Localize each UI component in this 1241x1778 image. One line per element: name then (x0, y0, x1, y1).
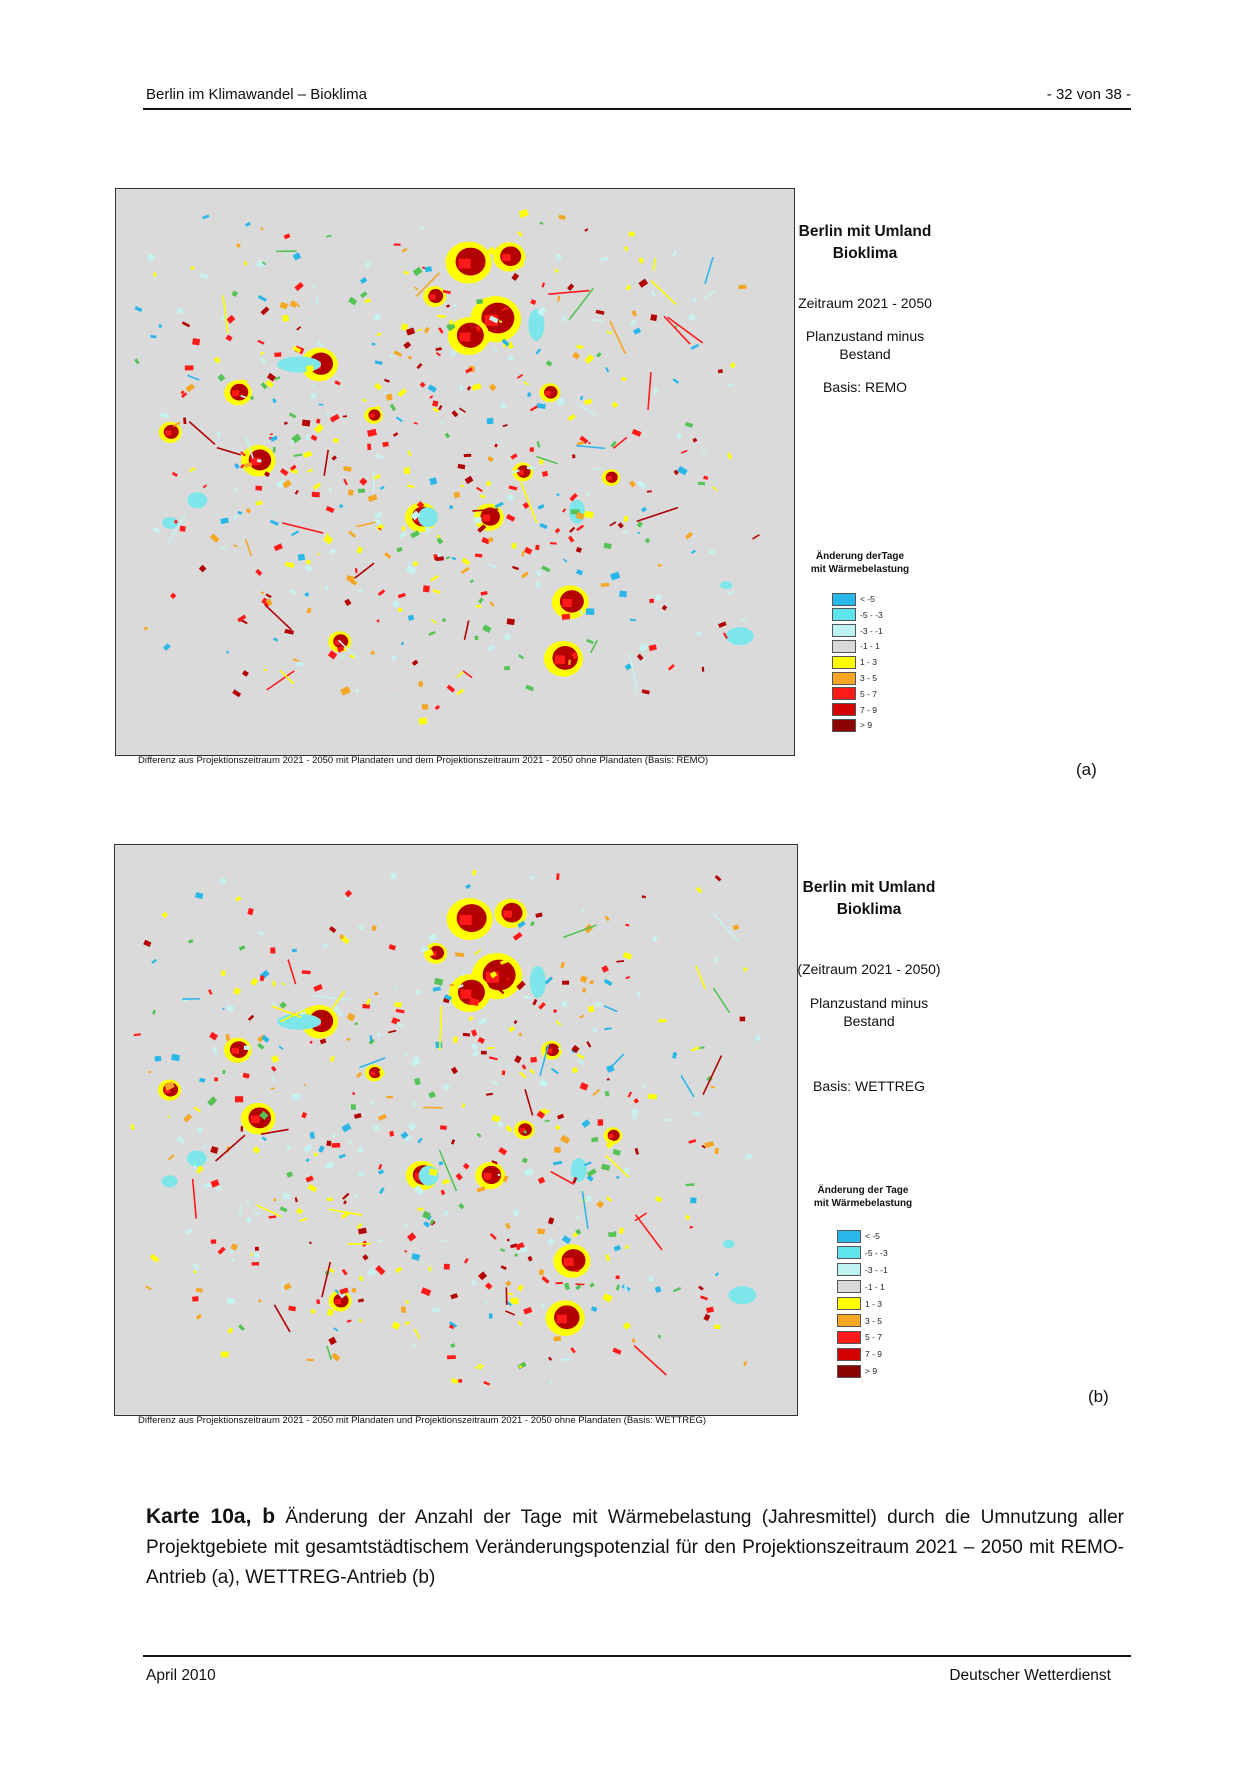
map-patch (649, 599, 654, 603)
map-patch (386, 1096, 393, 1098)
map-patch (227, 1298, 235, 1305)
map-patch (451, 350, 456, 355)
map-patch (726, 627, 754, 645)
map-patch (607, 476, 612, 480)
panel-a-tag: (a) (1076, 760, 1097, 779)
map-patch (382, 442, 389, 447)
map-patch (348, 489, 353, 495)
map-description-text: Änderung der Anzahl der Tage mit Wärmebelastung (Jahresmittel) durch die Umnutzung aller Projektgebiete mit gesamtstädtischem Veränderungspotenzial für den Projektionszeitraum 2021 – 2050 mit REMO-Antrieb (a), WETTREG-Antrieb (b) (146, 1507, 1125, 1588)
map-patch (459, 259, 471, 269)
map-patch (720, 581, 732, 589)
map-patch (537, 1228, 545, 1234)
map-a-title-1: Berlin mit Umland (798, 223, 932, 240)
map-patch (177, 308, 183, 314)
map-patch (588, 320, 603, 321)
map-b-scenario-1: Planzustand minus (809, 995, 929, 1011)
map-patch (232, 390, 239, 396)
legend-label: -1 - 1 (865, 1281, 885, 1292)
map-patch (235, 1096, 243, 1102)
map-patch (255, 1247, 259, 1251)
map-patch (254, 1212, 260, 1214)
map-patch (273, 1198, 276, 1201)
map-b-caption: Differenz aus Projektionszeitraum 2021 - 2050 mit Plandaten und Projektionszeitraum 2021 - 2050 ohne Plandaten (Basis: WETTREG) (138, 1415, 707, 1426)
map-patch (655, 595, 661, 600)
legend-item (832, 671, 877, 685)
map-patch (298, 554, 305, 561)
map-b-legend-title-2: mit Wärmebelastung (813, 1198, 913, 1209)
map-patch (371, 651, 375, 655)
map-patch (616, 1275, 620, 1279)
map-b-scenario-2: Bestand (843, 1013, 895, 1029)
map-patch (545, 391, 550, 396)
map-patch (326, 1141, 331, 1147)
map-patch (232, 1048, 239, 1054)
map-b-legend-title-1: Änderung der Tage (817, 1185, 909, 1196)
map-patch (474, 517, 481, 523)
map-patch (486, 481, 491, 486)
map-patch (358, 489, 365, 493)
legend-item (832, 624, 883, 638)
map-patch (520, 1247, 528, 1252)
map-patch (312, 385, 315, 387)
map-patch (440, 1125, 447, 1130)
legend-item (837, 1246, 888, 1260)
legend-swatch (832, 719, 856, 732)
map-patch (738, 285, 746, 290)
map-patch (595, 1002, 601, 1007)
map-patch (390, 355, 393, 358)
map-patch (464, 454, 472, 457)
map-patch (270, 947, 275, 953)
map-patch (159, 324, 162, 327)
legend-item (832, 639, 880, 653)
legend-item (832, 718, 872, 732)
map-patch (507, 1239, 510, 1241)
legend-label: -3 - -1 (865, 1264, 888, 1275)
map-patch (460, 915, 472, 925)
legend-item (837, 1280, 885, 1294)
map-a-legend-title-2: mit Wärmebelastung (810, 564, 910, 575)
map-patch (252, 1262, 260, 1266)
map-patch (221, 1352, 228, 1358)
map-patch (476, 605, 482, 608)
map-patch (155, 1056, 162, 1062)
map-patch (690, 1226, 693, 1229)
legend-swatch (837, 1280, 861, 1293)
map-patch (422, 704, 428, 709)
map-patch (362, 1004, 370, 1009)
map-patch (484, 1173, 492, 1180)
map-patch (455, 952, 464, 957)
map-patch (398, 608, 402, 612)
legend-item (837, 1330, 882, 1344)
map-patch (220, 878, 226, 883)
map-a-frame (115, 188, 795, 756)
map-patch (502, 254, 510, 261)
map-patch (418, 706, 420, 708)
map-patch (367, 444, 371, 450)
map-patch (335, 1299, 341, 1304)
map-patch (510, 1297, 519, 1304)
legend-swatch (837, 1246, 861, 1259)
map-patch (282, 315, 289, 322)
map-patch (554, 1147, 561, 1153)
map-patch (306, 435, 310, 441)
legend-label: 5 - 7 (865, 1332, 883, 1343)
map-patch (562, 599, 572, 607)
map-patch (222, 1070, 225, 1074)
map-patch (302, 420, 311, 427)
map-patch (306, 365, 314, 372)
map-patch (554, 1336, 561, 1341)
legend-item (837, 1229, 880, 1243)
map-patch (476, 299, 483, 304)
legend-swatch (837, 1331, 861, 1344)
map-patch (312, 492, 320, 498)
map-patch (593, 468, 601, 470)
map-patch (481, 1051, 487, 1055)
map-patch (255, 486, 262, 491)
map-patch (449, 320, 452, 325)
legend-label: 1 - 3 (865, 1298, 883, 1309)
map-patch (271, 1088, 275, 1090)
map-patch (412, 1102, 415, 1106)
map-patch (608, 1232, 616, 1237)
map-patch (339, 505, 343, 508)
map-patch (504, 666, 510, 670)
map-a-caption: Differenz aus Projektionszeitraum 2021 - 2050 mit Plandaten und dem Projektionszeitraum 2021 - 2050 ohne Plandaten (Basis: REMO) (138, 755, 709, 766)
map-b-basis: Basis: WETTREG (812, 1078, 925, 1094)
map-b (115, 845, 797, 1415)
legend-label: -1 - 1 (860, 641, 880, 652)
map-patch (740, 1017, 746, 1022)
map-patch (376, 406, 380, 410)
map-patch (536, 581, 540, 588)
map-patch (555, 655, 565, 664)
map-patch (450, 984, 455, 986)
map-patch (556, 873, 559, 880)
map-patch (458, 1379, 462, 1383)
map-patch (714, 1325, 720, 1330)
legend-swatch (832, 624, 856, 637)
legend-item (832, 687, 877, 701)
map-patch (530, 447, 534, 452)
map-patch (715, 1148, 719, 1154)
legend-swatch (837, 1314, 861, 1327)
map-patch (185, 365, 194, 370)
map-patch (404, 468, 410, 475)
map-patch (273, 447, 276, 453)
footer-rule (143, 1655, 1131, 1657)
map-patch (444, 1264, 450, 1270)
map-patch (619, 591, 627, 598)
map-patch (502, 1070, 506, 1075)
map-patch (702, 667, 705, 672)
legend-swatch (837, 1348, 861, 1361)
map-patch (418, 1208, 424, 1211)
map-patch (211, 1239, 217, 1243)
map-patch (327, 1198, 333, 1201)
map-patch (292, 1093, 301, 1100)
map-patch (498, 1174, 501, 1176)
map-patch (274, 352, 281, 357)
map-patch (562, 981, 569, 985)
map-patch (601, 583, 610, 587)
map-patch (698, 482, 705, 486)
legend-swatch (832, 703, 856, 716)
map-patch (430, 295, 436, 300)
map-patch (192, 1296, 199, 1302)
legend-item (837, 1364, 877, 1378)
map-b-title-2: Bioklima (836, 901, 902, 918)
map-b-period: (Zeitraum 2021 - 2050) (797, 961, 941, 977)
page-number: - 32 von 38 - (1046, 86, 1131, 103)
legend-label: > 9 (865, 1366, 878, 1377)
legend-item (832, 655, 877, 669)
map-a-title-2: Bioklima (832, 245, 898, 262)
map-patch (658, 1335, 661, 1339)
map-patch (572, 454, 575, 458)
legend-swatch (837, 1365, 861, 1378)
map-patch (347, 1244, 370, 1245)
map-patch (332, 1143, 341, 1148)
map-patch (162, 1175, 178, 1187)
legend-label: 5 - 7 (860, 688, 878, 699)
map-patch (214, 1078, 218, 1082)
map-patch (435, 1041, 442, 1048)
map-patch (418, 681, 423, 687)
map-description-label: Karte 10a, b (146, 1505, 276, 1528)
map-patch (539, 460, 543, 465)
map-patch (545, 1120, 550, 1122)
legend-label: < -5 (865, 1231, 880, 1241)
legend-label: < -5 (860, 594, 875, 604)
map-patch (241, 1126, 243, 1131)
map-patch (527, 466, 535, 469)
map-a-scenario-1: Planzustand minus (805, 328, 925, 344)
legend-label: > 9 (860, 720, 873, 731)
map-patch (283, 1281, 284, 1292)
map-patch (488, 537, 493, 542)
map-patch (564, 1258, 574, 1266)
legend-swatch (832, 656, 856, 669)
map-patch (616, 1176, 619, 1179)
footer-date: April 2010 (146, 1667, 216, 1684)
map-patch (370, 414, 375, 418)
map-a-scenario-2: Bestand (839, 346, 891, 362)
map-patch (221, 970, 225, 975)
map-patch (244, 261, 247, 265)
legend-swatch (832, 672, 856, 685)
map-patch (463, 1033, 470, 1037)
legend-swatch (832, 593, 856, 606)
map-patch (187, 492, 207, 508)
map-patch (327, 1309, 333, 1316)
map-patch (625, 1245, 628, 1249)
map-patch (482, 515, 490, 522)
map-patch (586, 608, 594, 615)
panel-b-tag: (b) (1088, 1387, 1109, 1406)
map-patch (374, 471, 375, 492)
map-patch (507, 618, 515, 625)
legend-item (832, 608, 883, 622)
legend-swatch (837, 1230, 861, 1243)
map-patch (474, 636, 478, 641)
legend-label: 1 - 3 (860, 657, 878, 668)
map-patch (453, 1037, 458, 1043)
running-header-title: Berlin im Klimawandel – Bioklima (146, 86, 367, 103)
map-a (116, 189, 794, 755)
map-patch (440, 422, 443, 424)
header-rule (143, 108, 1131, 110)
footer-organisation: Deutscher Wetterdienst (949, 1667, 1111, 1684)
map-patch (650, 314, 657, 321)
map-patch (192, 338, 200, 345)
map-patch (516, 1250, 520, 1253)
map-patch (401, 1306, 406, 1313)
map-a-legend-title-1: Änderung derTage (815, 551, 905, 562)
map-patch (277, 356, 321, 372)
map-patch (273, 981, 276, 987)
map-patch (571, 1158, 587, 1182)
map-patch (709, 550, 715, 555)
map-patch (723, 1240, 735, 1248)
map-a-basis: Basis: REMO (822, 379, 907, 395)
map-patch (374, 314, 381, 320)
map-patch (423, 585, 430, 592)
map-b-frame (114, 844, 798, 1416)
map-patch (530, 966, 546, 998)
legend-item (832, 703, 877, 717)
legend-label: 3 - 5 (865, 1315, 883, 1326)
map-patch (418, 507, 438, 527)
map-patch (302, 970, 311, 974)
legend-label: -3 - -1 (860, 625, 883, 636)
map-patch (728, 1286, 756, 1304)
map-patch (390, 872, 396, 879)
legend-swatch (832, 640, 856, 653)
map-patch (666, 1118, 672, 1121)
map-patch (598, 1119, 604, 1125)
map-patch (609, 1134, 614, 1138)
map-patch (319, 404, 324, 406)
map-patch (503, 324, 508, 326)
legend-swatch (832, 687, 856, 700)
map-patch (165, 430, 171, 435)
map-patch (535, 545, 540, 550)
legend-item (837, 1347, 882, 1361)
map-patch (500, 403, 507, 410)
map-patch (187, 1151, 207, 1167)
map-patch (447, 1355, 456, 1359)
legend-swatch (837, 1297, 861, 1310)
map-patch (504, 911, 512, 918)
map-patch (240, 380, 247, 385)
map-patch (394, 244, 401, 246)
legend-item (837, 1297, 882, 1311)
map-description (146, 1502, 1124, 1593)
legend-label: 7 - 9 (860, 704, 878, 715)
map-patch (273, 513, 276, 515)
legend-swatch (837, 1263, 861, 1276)
legend-swatch (832, 608, 856, 621)
map-patch (461, 990, 472, 999)
map-patch (607, 1078, 610, 1080)
map-patch (508, 356, 514, 361)
map-patch (586, 1196, 592, 1202)
legend-item (837, 1263, 888, 1277)
map-patch (254, 1252, 259, 1258)
legend-label: -5 - -3 (865, 1247, 888, 1258)
map-patch (432, 400, 438, 406)
legend-label: -5 - -3 (860, 609, 883, 620)
map-patch (489, 1313, 493, 1319)
map-patch (340, 934, 344, 939)
legend-label: 7 - 9 (865, 1349, 883, 1360)
map-patch (556, 1282, 563, 1284)
legend-label: 3 - 5 (860, 673, 878, 683)
map-patch (180, 526, 186, 532)
map-b-title-1: Berlin mit Umland (802, 879, 936, 896)
map-patch (582, 988, 586, 993)
map-patch (690, 1197, 696, 1203)
map-patch (460, 333, 471, 342)
map-a-period: Zeitraum 2021 - 2050 (798, 295, 932, 311)
map-patch (402, 527, 405, 531)
map-patch (487, 418, 494, 425)
map-patch (530, 1057, 537, 1063)
map-patch (591, 1137, 598, 1142)
map-patch (386, 394, 393, 401)
map-patch (562, 614, 571, 620)
map-patch (244, 1046, 250, 1051)
map-patch (624, 1168, 630, 1173)
map-patch (393, 695, 397, 697)
map-patch (370, 1071, 375, 1075)
map-patch (351, 1104, 356, 1110)
map-patch (557, 1315, 567, 1324)
map-patch (251, 1116, 260, 1124)
map-patch (512, 543, 517, 549)
map-patch (183, 418, 186, 425)
legend-item (832, 592, 875, 606)
legend-item (837, 1314, 882, 1328)
